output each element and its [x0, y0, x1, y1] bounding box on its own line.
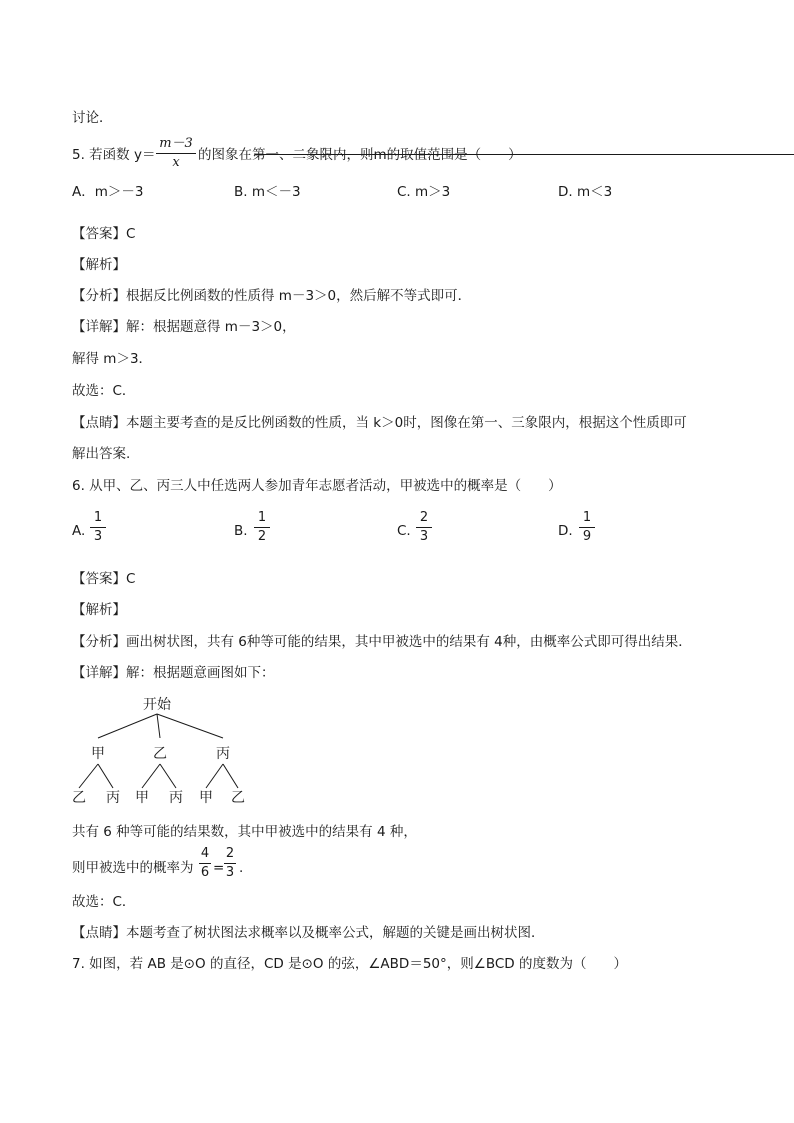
edge-yi-bing	[160, 764, 176, 788]
q6-prob-frac1-bar	[199, 863, 211, 864]
q6-dianjing-tag: 【点睛】	[72, 925, 126, 941]
q6-d-num: 1	[582, 510, 592, 525]
q5-stem-rest: 的图象在第一、二象限内，则m的取值范围是（ ）	[198, 147, 522, 163]
q5-frac-den: x	[172, 155, 180, 170]
tree-leaf-1: 乙	[72, 790, 86, 806]
q6-answer	[72, 570, 135, 588]
q6-prob-frac1-den: 6	[200, 865, 210, 880]
q6-option-d-frac	[579, 510, 595, 545]
q6-fenxi-text: 画出树状图，共有 6种等可能的结果，其中甲被选中的结果有 4种，由概率公式即可得出结果．	[126, 634, 692, 650]
q6-xiangjie-text: 解：根据题意画图如下：	[126, 665, 275, 681]
q5-step2: 解得 m＞3．	[72, 351, 153, 367]
edge-root-bing	[157, 714, 223, 738]
q6-stem: 6. 从甲、乙、丙三人中任选两人参加青年志愿者活动，甲被选中的概率是（ ）	[72, 478, 562, 494]
edge-root-yi	[157, 714, 160, 738]
tree-leaf-4: 丙	[169, 790, 183, 806]
tree-leaf-3: 甲	[135, 790, 149, 806]
q5-frac-bar	[156, 153, 196, 154]
q6-dianjing-text: 本题考查了树状图法求概率以及概率公式，解题的关键是画出树状图．	[126, 925, 545, 941]
q6-prob-eq: =	[213, 860, 225, 876]
q5-answer-value: C	[126, 226, 136, 242]
q6-fenxi-tag: 【分析】	[72, 634, 126, 650]
q5-frac-num: m－3	[159, 136, 193, 151]
tree-level1-yi: 乙	[153, 746, 167, 762]
q5-choose: 故选：C．	[72, 383, 136, 399]
q6-answer-value: C	[126, 571, 136, 587]
q6-option-a-frac	[90, 510, 106, 545]
q5-option-c: C. m＞3	[397, 184, 451, 200]
q5-option-d: D. m＜3	[558, 184, 613, 200]
q6-prob-prefix: 则甲被选中的概率为	[72, 860, 194, 876]
q5-number: 5. 若函数 y＝	[72, 147, 156, 163]
tree-level1-bing: 丙	[216, 746, 230, 762]
q5-dianjing-tag: 【点睛】	[72, 415, 126, 431]
q6-b-num: 1	[257, 510, 267, 525]
q6-option-d-label: D.	[558, 523, 573, 539]
q5-answer-tag: 【答案】	[72, 226, 126, 242]
q6-dianjing	[72, 924, 545, 942]
q5-option-b: B. m＜－3	[234, 184, 301, 200]
q6-option-c-label: C.	[397, 523, 411, 539]
edge-jia-bing	[98, 764, 113, 788]
q6-prob-end: .	[239, 860, 244, 876]
q6-d-bar	[579, 527, 595, 528]
q6-result-line: 共有 6 种等可能的结果数，其中甲被选中的结果有 4 种，	[72, 824, 417, 840]
q5-answer	[72, 225, 135, 243]
q6-d-den: 9	[582, 529, 592, 544]
edge-bing-yi	[223, 764, 238, 788]
q6-prob-frac2-den: 3	[225, 865, 235, 880]
q5-fenxi-text: 根据反比例函数的性质得 m－3＞0，然后解不等式即可．	[126, 288, 472, 304]
q6-analysis-tag: 【解析】	[72, 602, 126, 618]
q6-option-b-label: B.	[234, 523, 248, 539]
q6-a-bar	[90, 527, 106, 528]
q6-option-a-label: A.	[72, 523, 86, 539]
q6-prob-frac2	[224, 846, 236, 881]
q6-b-bar	[254, 527, 270, 528]
q6-xiangjie	[72, 664, 275, 682]
q5-stem	[72, 146, 155, 164]
tree-leaf-2: 丙	[106, 790, 120, 806]
q6-prob-frac2-num: 2	[225, 846, 235, 861]
q6-c-num: 2	[419, 510, 429, 525]
q5-analysis-tag: 【解析】	[72, 257, 126, 273]
q6-option-c-frac	[416, 510, 432, 545]
q5-xiangjie-text: 解：根据题意得 m－3＞0，	[126, 319, 296, 335]
tree-labels	[72, 697, 245, 806]
q6-b-den: 2	[257, 529, 267, 544]
q5-xiangjie-tag: 【详解】	[72, 319, 126, 335]
q6-prob-frac1-num: 4	[200, 846, 210, 861]
q5-fenxi-tag: 【分析】	[72, 288, 126, 304]
edge-bing-jia	[206, 764, 223, 788]
q6-fenxi	[72, 633, 692, 651]
q6-c-bar	[416, 527, 432, 528]
q6-c-den: 3	[419, 529, 429, 544]
q6-prob-frac2-bar	[224, 863, 236, 864]
q6-option-b-frac	[254, 510, 270, 545]
edge-root-jia	[98, 714, 157, 738]
tree-root-label: 开始	[143, 697, 171, 713]
q6-a-den: 3	[93, 529, 103, 544]
q6-prob-frac1	[199, 846, 211, 881]
tree-leaf-5: 甲	[199, 790, 213, 806]
q5-fenxi	[72, 287, 471, 305]
q6-a-num: 1	[93, 510, 103, 525]
q5-option-a: A．m＞－3	[72, 184, 144, 200]
edge-yi-jia	[142, 764, 160, 788]
q5-dianjing-text: 本题主要考查的是反比例函数的性质，当 k＞0时，图像在第一、三象限内，根据这个性质即可	[126, 415, 687, 431]
q7-stem: 7. 如图，若 AB 是⊙O 的直径，CD 是⊙O 的弦，∠ABD＝50°，则∠BCD 的度数为（ ）	[72, 956, 627, 972]
stray-rule	[255, 154, 794, 155]
q4-tail: 讨论．	[72, 110, 113, 126]
q5-dianjing	[72, 414, 687, 432]
tree-level1-jia: 甲	[91, 746, 105, 762]
q5-xiangjie	[72, 318, 296, 336]
probability-tree-diagram	[60, 690, 270, 812]
q6-choose: 故选：C．	[72, 894, 136, 910]
edge-jia-yi	[79, 764, 98, 788]
q5-fraction	[156, 136, 196, 171]
tree-leaf-6: 乙	[231, 790, 245, 806]
q6-xiangjie-tag: 【详解】	[72, 665, 126, 681]
q6-answer-tag: 【答案】	[72, 571, 126, 587]
q5-dianjing-cont: 解出答案.	[72, 446, 131, 462]
